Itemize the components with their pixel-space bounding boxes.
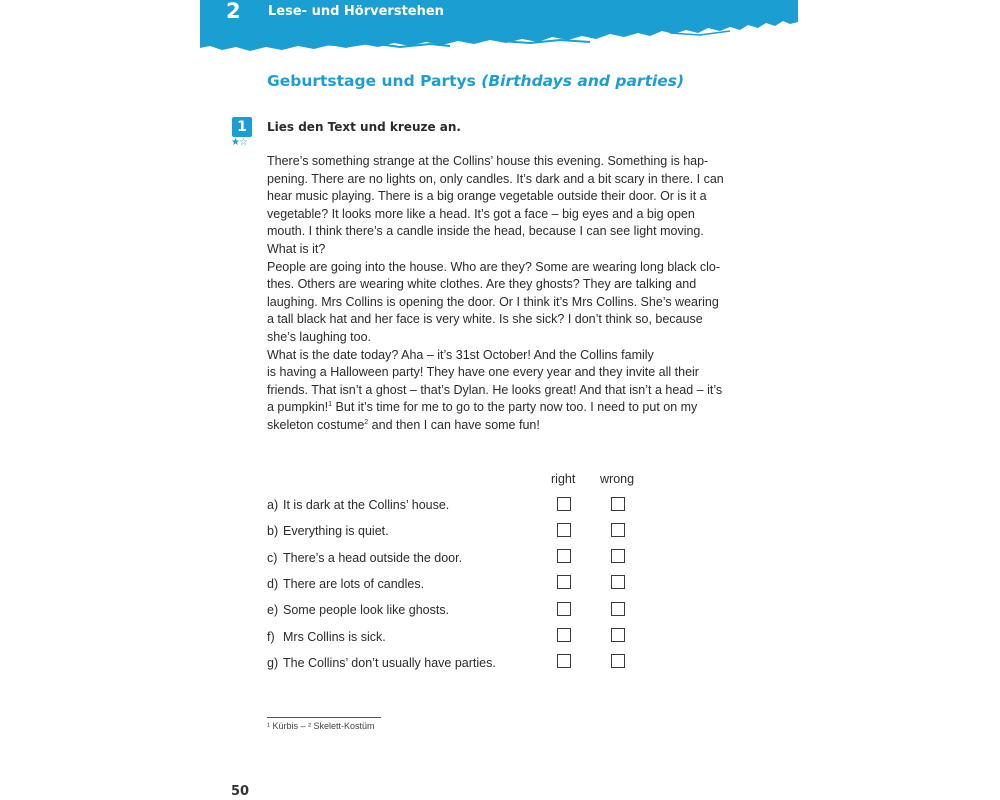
difficulty-stars-icon: ★☆	[231, 137, 247, 148]
text-line: What is the date today? Aha – it’s 31st October! And the Collins family	[267, 347, 654, 362]
statement-letter: g)	[267, 656, 279, 670]
column-header-wrong: wrong	[600, 472, 635, 486]
text-fragment: skeleton costume	[267, 417, 365, 432]
chapter-title: Lese- und Hörverstehen	[268, 4, 444, 19]
reading-text	[267, 153, 737, 435]
text-fragment: a pumpkin!	[267, 400, 329, 415]
statement-row	[267, 498, 449, 512]
text-line: There’s something strange at the Collins’ house this evening. Something is hap-	[267, 154, 709, 168]
text-line: friends. That isn’t a ghost – that’s Dylan. He looks great! And that isn’t a head – it’s	[267, 382, 723, 397]
checkbox-right-f[interactable]	[557, 628, 571, 642]
statement-text: There are lots of candles.	[283, 577, 425, 591]
text-line: is having a Halloween party! They have one every year and they invite all their	[267, 365, 699, 380]
text-line	[267, 399, 737, 417]
statement-letter: a)	[267, 498, 279, 512]
statement-row	[267, 603, 449, 617]
checkbox-right-b[interactable]	[557, 523, 571, 537]
checkbox-wrong-g[interactable]	[611, 654, 625, 668]
text-line: People are going into the house. Who are they? Some are wearing long black clo-	[267, 259, 721, 274]
exercise-number-badge: 1	[232, 117, 252, 137]
statement-text: It is dark at the Collins’ house.	[283, 498, 450, 512]
checkbox-wrong-b[interactable]	[611, 523, 625, 537]
checkbox-right-g[interactable]	[557, 654, 571, 668]
text-line: vegetable? It looks more like a head. It’s got a face – big eyes and a big open	[267, 206, 695, 221]
text-fragment: But it’s time for me to go to the party now too. I need to put on my	[332, 400, 698, 415]
checkbox-wrong-d[interactable]	[611, 575, 625, 589]
statement-row	[267, 577, 424, 591]
statement-letter: f)	[267, 630, 275, 644]
statement-letter: d)	[267, 577, 279, 591]
text-fragment: and then I can have some fun!	[368, 417, 540, 432]
text-line: mouth. I think there’s a candle inside the head, because I can see light moving.	[267, 224, 704, 239]
checkbox-wrong-c[interactable]	[611, 549, 625, 563]
text-line: hear music playing. There is a big orange vegetable outside their door. Or is it a	[267, 189, 707, 204]
footnote-ref: 1	[328, 401, 333, 409]
statement-text: There’s a head outside the door.	[283, 551, 463, 565]
footnote-ref: 2	[364, 418, 369, 426]
footnote: ¹ Kürbis – ² Skelett-Kostüm	[267, 721, 375, 731]
checkbox-wrong-f[interactable]	[611, 628, 625, 642]
statement-letter: b)	[267, 524, 279, 538]
text-line: pening. There are no lights on, only candles. It’s dark and a bit scary in there. I can	[267, 171, 724, 186]
statement-row	[267, 524, 389, 538]
statement-row	[267, 551, 462, 565]
statement-text: Mrs Collins is sick.	[283, 630, 386, 644]
checkbox-right-a[interactable]	[557, 497, 571, 511]
statement-letter: c)	[267, 551, 278, 565]
checkbox-right-e[interactable]	[557, 602, 571, 616]
page-number: 50	[231, 784, 250, 799]
text-line: thes. Others are wearing white clothes. Are they ghosts? They are talking and	[267, 277, 697, 292]
text-line: she’s laughing too.	[267, 329, 372, 344]
checkbox-right-d[interactable]	[557, 575, 571, 589]
statement-text: Everything is quiet.	[283, 524, 389, 538]
worksheet-page	[200, 0, 798, 800]
section-title	[267, 72, 684, 90]
checkbox-wrong-a[interactable]	[611, 497, 625, 511]
section-title-main: Geburtstage und Partys	[267, 72, 476, 90]
text-line: a tall black hat and her face is very white. Is she sick? I don’t think so, because	[267, 312, 703, 327]
checkbox-wrong-e[interactable]	[611, 602, 625, 616]
statement-letter: e)	[267, 603, 279, 617]
statement-text: Some people look like ghosts.	[283, 603, 450, 617]
footnote-divider	[267, 717, 381, 718]
text-line: What is it?	[267, 241, 326, 256]
chapter-number: 2	[226, 0, 241, 23]
statement-text: The Collins’ don’t usually have parties.	[283, 656, 496, 670]
checkbox-right-c[interactable]	[557, 549, 571, 563]
section-subtitle: (Birthdays and parties)	[481, 72, 685, 90]
text-line	[267, 417, 737, 435]
exercise-instruction: Lies den Text und kreuze an.	[267, 120, 461, 134]
text-line: laughing. Mrs Collins is opening the door. Or I think it’s Mrs Collins. She’s wearing	[267, 294, 719, 309]
statement-row	[267, 656, 496, 670]
column-header-right: right	[551, 472, 576, 486]
statement-row	[267, 630, 386, 644]
